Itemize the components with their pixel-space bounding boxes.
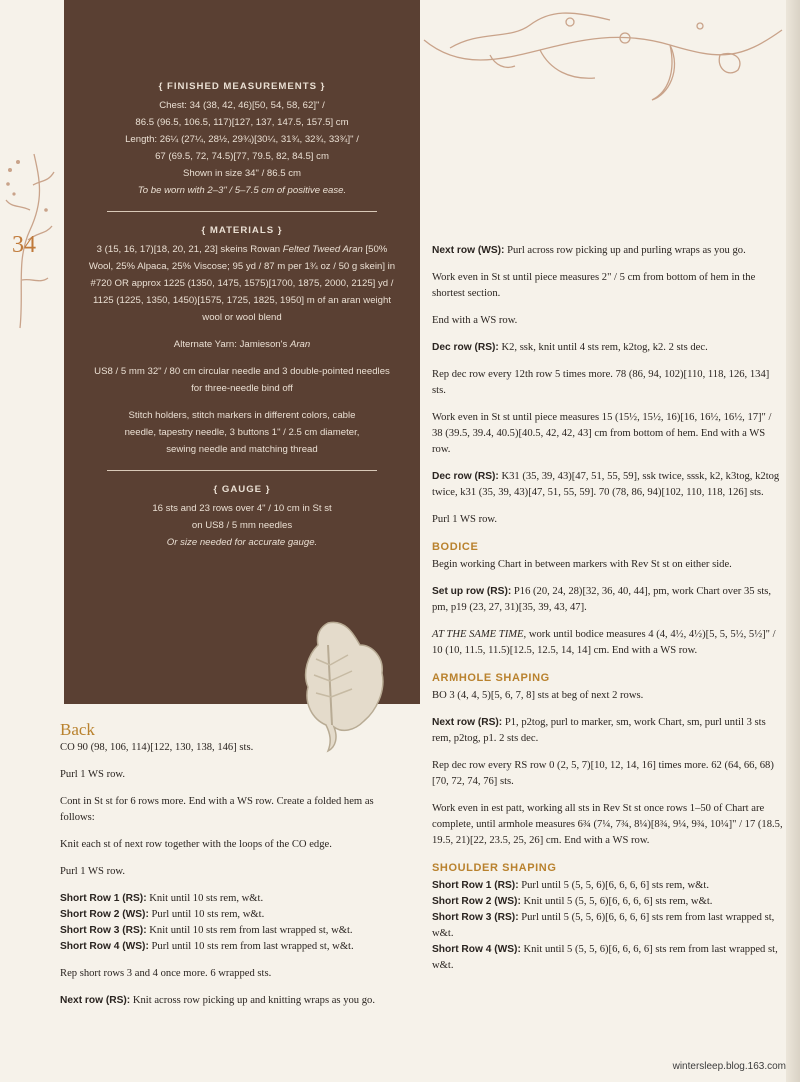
row-text: P16 (20, 24, 28)[32, 36, 40, 44], pm, work Chart over 35 sts, pm, p19 (23, 27, 31)[35, 39, 43, 47]. — [432, 586, 772, 613]
row-text: Knit until 5 (5, 5, 6)[6, 6, 6, 6] sts rem from last wrapped st, w&t. — [432, 944, 778, 971]
gauge-note: Or size needed for accurate gauge. — [166, 537, 318, 548]
materials-pre: 3 (15, 16, 17)[18, 20, 21, 23] skeins Rowan — [96, 244, 283, 255]
notions: Stitch holders, stitch markers in different colors, cable needle, tapestry needle, 3 buttons 1" / 2.5 cm diameter, sewing needle and matching thread — [124, 410, 360, 455]
section-heading-back: Back — [60, 720, 95, 739]
row-text: Purl until 10 sts rem from last wrapped st, w&t. — [148, 941, 354, 952]
row-text: Purl across row picking up and purling wraps as you go. — [504, 245, 746, 256]
row-label: Short Row 1 (RS): — [60, 893, 147, 904]
gauge-line: 16 sts and 23 rows over 4" / 10 cm in St st — [152, 503, 332, 514]
row-label: Short Row 4 (WS): — [60, 941, 149, 952]
short-row — [432, 910, 784, 942]
short-row — [60, 939, 410, 955]
divider — [107, 211, 377, 212]
materials-post: [50% Wool, 25% Alpaca, 25% Viscose; 95 yd / 87 m per 1¾ oz / 50 g skein] in #720 OR approx 1225 (1350, 1475, 1575)[1700, 1875, 2000, 2125] yd / 1125 (1225, 1350, 1450)[1575, 1725, 1825, 1950] m of an aran weight wool or wool blend — [88, 244, 396, 323]
instruction: Purl 1 WS row. — [60, 866, 126, 877]
instruction: Work even in St st until piece measures 15 (15½, 15½, 16)[16, 16½, 16½, 17]" / 38 (39.5, 39.4, 40.5)[40.5, 42, 42, 43] cm from bottom of hem. End with a WS row. — [432, 412, 772, 455]
instruction — [432, 340, 784, 356]
instruction — [432, 715, 784, 747]
row-text: K2, ssk, knit until 4 sts rem, k2tog, k2. 2 sts dec. — [498, 342, 708, 353]
yarn-name: Felted Tweed Aran — [282, 244, 363, 255]
finished-line: 67 (69.5, 72, 74.5)[77, 79.5, 82, 84.5] cm — [155, 151, 329, 162]
instruction: CO 90 (98, 106, 114)[122, 130, 138, 146] sts. — [60, 742, 254, 753]
page-number: 34 — [12, 232, 36, 258]
short-row — [432, 878, 784, 894]
vine-decoration-icon — [420, 0, 786, 110]
row-label: Dec row (RS): — [432, 342, 499, 353]
finished-line: Chest: 34 (38, 42, 46)[50, 54, 58, 62]" / — [159, 100, 325, 111]
row-text: Knit until 10 sts rem from last wrapped st, w&t. — [146, 925, 353, 936]
instruction: Work even in St st until piece measures 2" / 5 cm from bottom of hem in the shortest section. — [432, 272, 756, 299]
instruction — [432, 469, 784, 501]
short-row — [432, 942, 784, 974]
row-text: P1, p2tog, purl to marker, sm, work Chart, sm, purl until 3 sts rem, p2tog, p1. 2 sts dec. — [432, 717, 766, 744]
row-label: Next row (WS): — [432, 245, 505, 256]
instruction — [432, 243, 784, 259]
row-label: Short Row 3 (RS): — [60, 925, 147, 936]
gauge-line: on US8 / 5 mm needles — [191, 520, 293, 531]
instruction — [60, 993, 410, 1009]
finished-line: 86.5 (96.5, 106.5, 117)[127, 137, 147.5, 157.5] cm — [135, 117, 349, 128]
alternate-pre: Alternate Yarn: Jamieson's — [173, 339, 290, 350]
alternate-yarn — [86, 336, 398, 353]
row-text: Knit across row picking up and knitting wraps as you go. — [130, 995, 375, 1006]
instruction: Purl 1 WS row. — [432, 514, 498, 525]
page-edge — [786, 0, 800, 1082]
short-row — [60, 891, 410, 907]
row-label: Short Row 2 (WS): — [60, 909, 149, 920]
short-row — [60, 907, 410, 923]
row-label: Dec row (RS): — [432, 471, 499, 482]
finished-measurements-title: { FINISHED MEASUREMENTS } — [158, 81, 326, 92]
section-heading-armhole: ARMHOLE SHAPING — [432, 672, 550, 684]
instruction: Rep dec row every RS row 0 (2, 5, 7)[10, 12, 14, 16] times more. 62 (64, 66, 68)[70, 72, 74, 76] sts. — [432, 760, 774, 787]
instruction: Begin working Chart in between markers with Rev St st on either side. — [432, 559, 732, 570]
section-heading-shoulder: SHOULDER SHAPING — [432, 862, 557, 874]
instruction: Purl 1 WS row. — [60, 769, 126, 780]
short-row — [432, 894, 784, 910]
row-label: Next row (RS): — [432, 717, 503, 728]
row-text: Knit until 10 sts rem, w&t. — [146, 893, 264, 904]
row-label: Short Row 1 (RS): — [432, 880, 519, 891]
row-text: Purl until 5 (5, 5, 6)[6, 6, 6, 6] sts rem from last wrapped st, w&t. — [432, 912, 775, 939]
divider — [107, 470, 377, 471]
section-heading-bodice: BODICE — [432, 541, 479, 553]
finished-line: Shown in size 34" / 86.5 cm — [182, 168, 302, 179]
materials-panel — [64, 0, 420, 704]
instruction: Knit each st of next row together with the loops of the CO edge. — [60, 839, 332, 850]
gauge-title: { GAUGE } — [213, 484, 271, 495]
instructions-column — [432, 243, 784, 974]
row-text: Purl until 10 sts rem, w&t. — [148, 909, 265, 920]
row-text: Knit until 5 (5, 5, 6)[6, 6, 6, 6] sts rem, w&t. — [520, 896, 713, 907]
ease-note: To be worn with 2–3" / 5–7.5 cm of positive ease. — [137, 185, 347, 196]
row-label: Short Row 3 (RS): — [432, 912, 519, 923]
alternate-yarn-name: Aran — [289, 339, 311, 350]
row-label: Next row (RS): — [60, 995, 131, 1006]
instruction: Rep short rows 3 and 4 once more. 6 wrapped sts. — [60, 968, 272, 979]
materials-text — [86, 241, 398, 326]
same-time: AT THE SAME TIME, — [432, 629, 527, 640]
instruction: End with a WS row. — [432, 315, 518, 326]
instruction — [432, 627, 784, 659]
instruction: BO 3 (4, 4, 5)[5, 6, 7, 8] sts at beg of next 2 rows. — [432, 690, 644, 701]
short-row — [60, 923, 410, 939]
row-text: work until bodice measures 4 (4, 4½, 4½)[5, 5, 5½, 5½]" / 10 (10, 11.5, 11.5)[12.5, 12.5, 14, 14] cm. End with a WS row. — [432, 629, 776, 656]
instruction: Cont in St st for 6 rows more. End with a WS row. Create a folded hem as follows: — [60, 796, 374, 823]
instruction: Work even in est patt, working all sts in Rev St st once rows 1–50 of Chart are complete, until armhole measures 6¾ (7¼, 7¾, 8¼)[8¾, 9¼, 9¾, 10¼]" / 17 (18.5, 19.5, 21)[22, 23.5, 25, 26] cm. End with a WS row. — [432, 803, 783, 846]
materials-title: { MATERIALS } — [201, 225, 283, 236]
row-text: Purl until 5 (5, 5, 6)[6, 6, 6, 6] sts rem, w&t. — [518, 880, 709, 891]
back-column — [60, 722, 410, 1020]
finished-line: Length: 26¼ (27¼, 28½, 29¾)[30¼, 31¾, 32¾, 33¾]" / — [125, 134, 359, 145]
row-label: Set up row (RS): — [432, 586, 512, 597]
instruction: Rep dec row every 12th row 5 times more. 78 (86, 94, 102)[110, 118, 126, 134] sts. — [432, 369, 770, 396]
footer-url[interactable]: wintersleep.blog.163.com — [672, 1061, 786, 1072]
row-text: K31 (35, 39, 43)[47, 51, 55, 59], ssk twice, sssk, k2, k3tog, k2tog twice, k31 (35, 39, 43)[47, 51, 55, 59]. 70 (78, 86, 94)[102, 110, 118, 126] sts. — [432, 471, 780, 498]
instruction — [432, 584, 784, 616]
needles: US8 / 5 mm 32" / 80 cm circular needle and 3 double-pointed needles for three-needle bind off — [94, 366, 390, 394]
row-label: Short Row 4 (WS): — [432, 944, 521, 955]
row-label: Short Row 2 (WS): — [432, 896, 521, 907]
